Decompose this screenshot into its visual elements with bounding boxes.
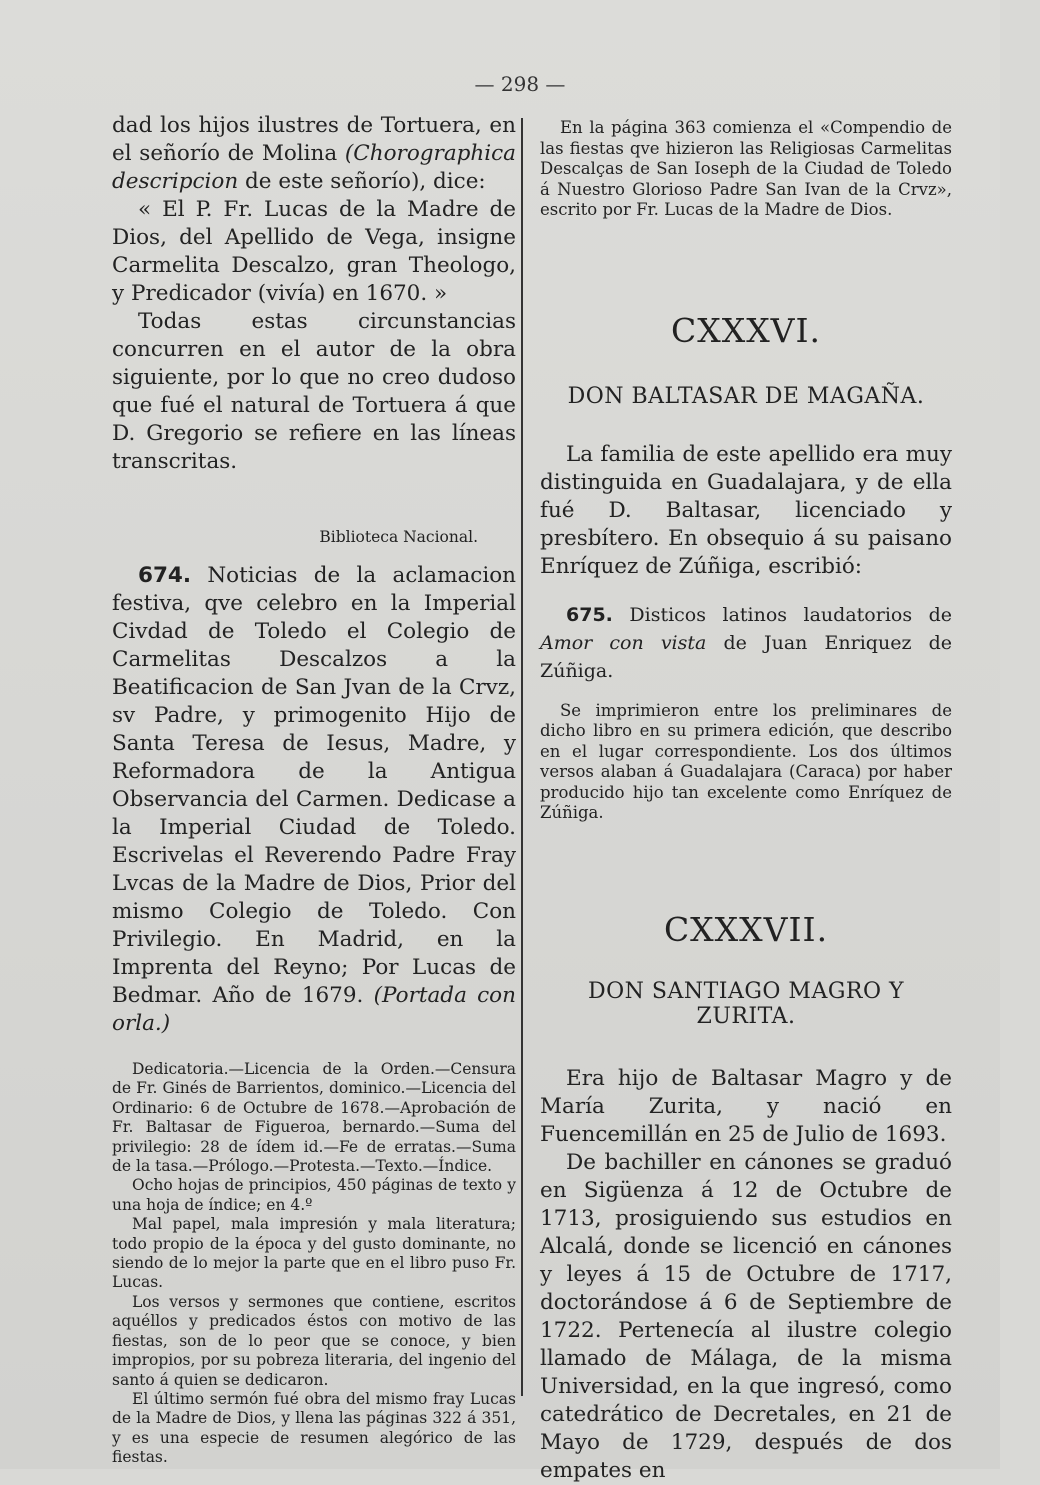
source-library: Biblioteca Nacional. [319,528,478,546]
intro-text: dad los hijos ilustres de Tortuera, en el señorío de Molina [112,113,516,166]
entry-number: 675. [566,603,613,626]
santiago-paragraph-1: Era hijo de Baltasar Magro y de María Zurita, y nació en Fuencemillán en 25 de Julio de 1693. [540,1065,952,1147]
section-name-santiago: DON SANTIAGO MAGRO Y ZURITA. [587,978,905,1029]
santiago-paragraph-2: De bachiller en cánones se graduó en Sigüenza á 12 de Octubre de 1713, prosiguiendo sus estudios en Alcalá, donde se licenció en cánones y leyes á 15 de Octubre de 1717, doctorándose á 6 de Septiembre de 1722. Pertenecía al ilustre colegio llamado de Málaga, de la misma Universidad, en la que ingresó, como catedrático de Decretales, en 21 de Mayo de 1729, después de dos empates en [540,1149,952,1483]
intro-text-tail: de este señorío), dice: [245,169,486,194]
entry-text-tail: de Juan Enriquez de Zúñiga. [540,631,952,682]
note-sermon: El último sermón fué obra del mismo fray Lucas de la Madre de Dios, y llena las páginas 322 á 351, y es una especie de resumen alegórico de las fiestas. [112,1389,516,1467]
column-rule [521,118,523,1396]
entry-work-title: Amor con vista [540,631,707,654]
entry-674 [112,562,516,1038]
intro-paragraph [112,112,516,196]
entry-675-note: Se imprimieron entre los preliminares de dicho libro en su primera edición, que describo en el lugar correspondiente. Los dos últimos versos alaban á Guadalajara (Caraca) por haber producido hijo tan excelente como Enríquez de Zúñiga. [540,700,952,822]
note-extent: Ocho hojas de principios, 450 páginas de texto y una hoja de índice; en 4.º [112,1176,516,1214]
note-dedicatoria: Dedicatoria.—Licencia de la Orden.—Censura de Fr. Ginés de Barrientos, dominico.—Licencia del Ordinario: 6 de Octubre de 1678.—Aprobación de Fr. Baltasar de Figueroa, bernardo.—Suma del privilegio: 28 de ídem id.—Fe de erratas.—Suma de la tasa.—Prólogo.—Protesta.—Texto.—Índice. [112,1060,516,1176]
entry-text: Noticias de la aclamacion festiva, qve celebro en la Imperial Civdad de Toledo el Colegio de Carmelitas Descalzos a la Beatificacion de San Jvan de la Crvz, sv Padre, y primogenito Hijo de Santa Teresa de Iesus, Madre, y Reformadora de la Antigua Observancia del Carmen. Dedicase a la Imperial Ciudad de Toledo. Escrivelas el Reverendo Padre Fray Lvcas de la Madre de Dios, Prior del mismo Colegio de Toledo. Con Privilegio. En Madrid, en la Imprenta del Reyno; Por Lucas de Bedmar. Año de 1679. [112,563,516,1008]
baltasar-paragraph: La familia de este apellido era muy distinguida en Guadalajara, y de ella fué D. Baltasar, licenciado y presbítero. En obsequio á su paisano Enríquez de Zúñiga, escribió: [540,441,952,579]
entry-675 [540,601,952,685]
page-number: — 298 — [474,72,566,96]
quote-paragraph: « El P. Fr. Lucas de la Madre de Dios, del Apellido de Vega, insigne Carmelita Descalzo, gran Theologo, y Predicador (vivía) en 1670. » [112,197,516,306]
section-numeral-136: CXXXVI. [670,310,822,350]
entry-number: 674. [138,563,192,588]
argument-paragraph: Todas estas circunstancias concurren en el autor de la obra siguiente, por lo que no creo dudoso que fué el natural de Tortuera á que D. Gregorio se refiere en las líneas transcritas. [112,309,516,474]
left-column [112,112,516,1468]
right-column [540,118,952,1485]
entry-note: (Portada con orla.) [112,983,516,1036]
intro-work-title: (Chorographica descripcion [112,141,516,194]
note-quality: Mal papel, mala impresión y mala literatura; todo propio de la época y del gusto dominante, no siendo de lo mejor la parte que en el libro puso Fr. Lucas. [112,1215,516,1292]
section-numeral-137: CXXXVII. [663,909,829,949]
compendio-note: En la página 363 comienza el «Compendio de las fiestas qve hizieron las Religiosas Carmelitas Descalças de San Ioseph de la Ciudad de Toledo á Nuestro Glorioso Padre San Ivan de la Crvz», escrito por Fr. Lucas de la Madre de Dios. [540,118,952,219]
note-verses: Los versos y sermones que contiene, escritos aquéllos y predicados éstos con motivo de las fiestas, son de lo peor que se conoce, y bien impropios, por su pobreza literaria, del ingenio del santo á quien se dedicaron. [112,1292,516,1389]
section-name-baltasar: DON BALTASAR DE MAGAÑA. [567,383,925,409]
entry-text: Disticos latinos laudatorios de [629,603,952,626]
